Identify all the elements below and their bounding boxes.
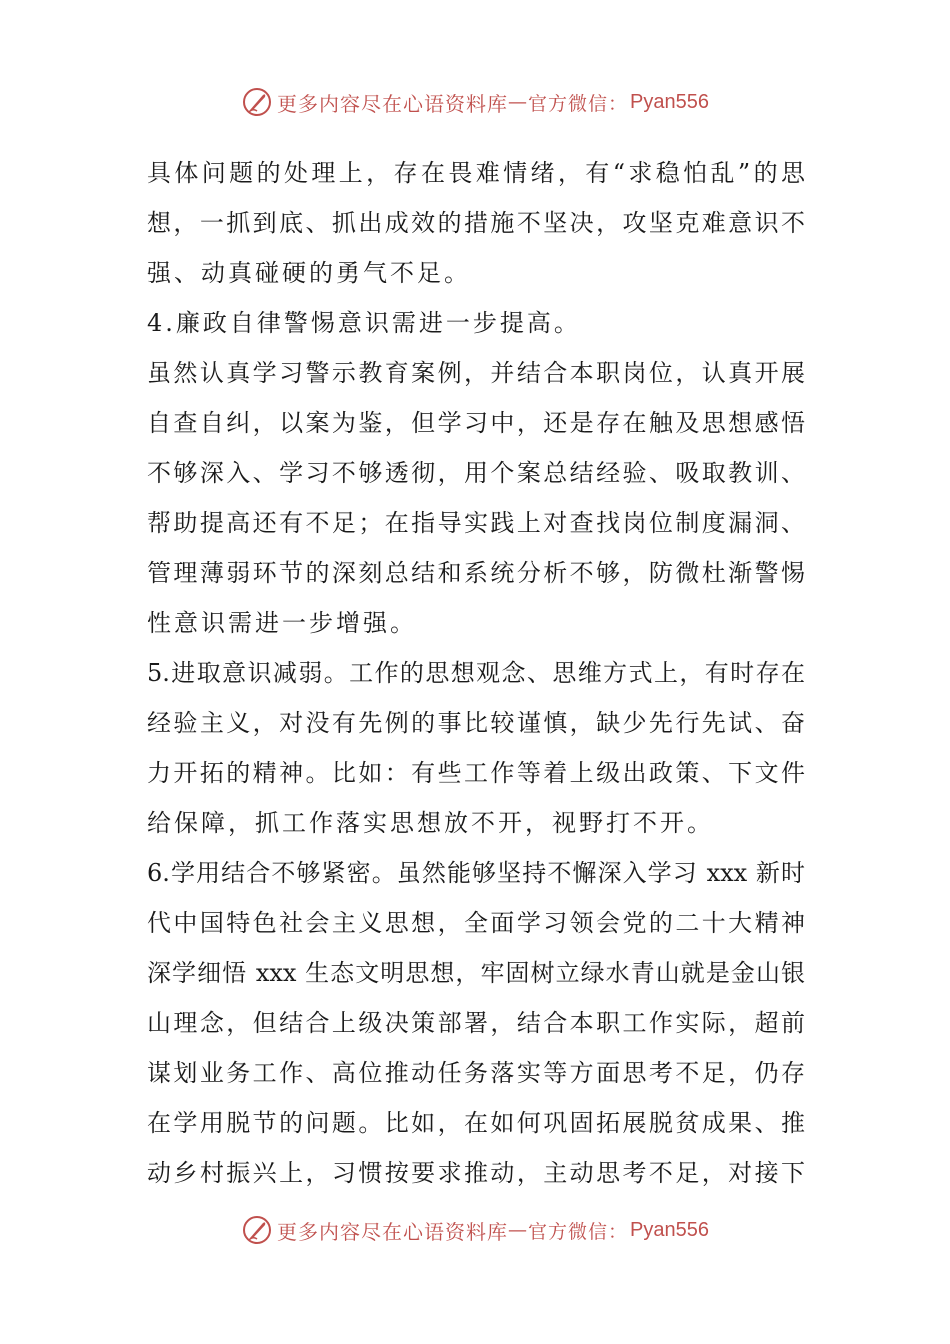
document-body — [147, 148, 805, 1198]
text-line: 经验主义，对没有先例的事比较谨慎，缺少先行先试、奋 — [147, 709, 805, 737]
watermark-official-label: 官方微信： — [528, 92, 629, 115]
watermark-separator: — — [508, 1219, 528, 1241]
watermark-wechat-id: Pyan556 — [630, 1218, 709, 1241]
text-line: 代中国特色社会主义思想，全面学习领会党的二十大精神 — [147, 909, 805, 937]
footer-watermark-banner — [0, 1210, 950, 1250]
text-line: 深学细悟 xxx 生态文明思想，牢固树立绿水青山就是金山银 — [147, 959, 805, 987]
text-line: 性意识需进一步增强。 — [147, 609, 417, 637]
watermark-wechat-id: Pyan556 — [630, 90, 709, 113]
watermark-separator: — — [508, 91, 528, 113]
section-heading-6: 6.学用结合不够紧密。虽然能够坚持不懈深入学习 xxx 新时 — [147, 859, 805, 887]
text-line: 给保障，抓工作落实思想放不开，视野打不开。 — [147, 809, 714, 837]
watermark-official-label: 官方微信： — [528, 1220, 629, 1243]
text-line: 想，一抓到底、抓出成效的措施不坚决，攻坚克难意识不 — [147, 209, 805, 237]
section-heading-5: 5.进取意识减弱。工作的思想观念、思维方式上，有时存在 — [147, 659, 805, 687]
text-line: 谋划业务工作、高位推动任务落实等方面思考不足，仍存 — [147, 1059, 805, 1087]
text-line: 强、动真碰硬的勇气不足。 — [147, 259, 471, 287]
text-line: 管理薄弱环节的深刻总结和系统分析不够，防微杜渐警惕 — [147, 559, 805, 587]
watermark-brand-text: 更多内容尽在心语资料库 — [277, 91, 508, 116]
text-line: 自查自纠，以案为鉴，但学习中，还是存在触及思想感悟 — [147, 409, 805, 437]
text-line: 动乡村振兴上，习惯按要求推动，主动思考不足，对接下 — [147, 1159, 805, 1187]
text-line: 在学用脱节的问题。比如，在如何巩固拓展脱贫成果、推 — [147, 1109, 805, 1137]
quill-logo-icon — [241, 1214, 273, 1246]
section-heading-4: 4.廉政自律警惕意识需进一步提高。 — [147, 309, 581, 337]
text-line: 不够深入、学习不够透彻，用个案总结经验、吸取教训、 — [147, 459, 805, 487]
text-line: 山理念，但结合上级决策部署，结合本职工作实际，超前 — [147, 1009, 805, 1037]
watermark-brand-text: 更多内容尽在心语资料库 — [277, 1219, 508, 1244]
header-watermark-banner — [0, 82, 950, 122]
text-line: 帮助提高还有不足；在指导实践上对查找岗位制度漏洞、 — [147, 509, 805, 537]
text-line: 虽然认真学习警示教育案例，并结合本职岗位，认真开展 — [147, 359, 805, 387]
text-line: 具体问题的处理上，存在畏难情绪，有“求稳怕乱”的思 — [147, 159, 805, 187]
quill-logo-icon — [241, 86, 273, 118]
text-line: 力开拓的精神。比如：有些工作等着上级出政策、下文件 — [147, 759, 805, 787]
